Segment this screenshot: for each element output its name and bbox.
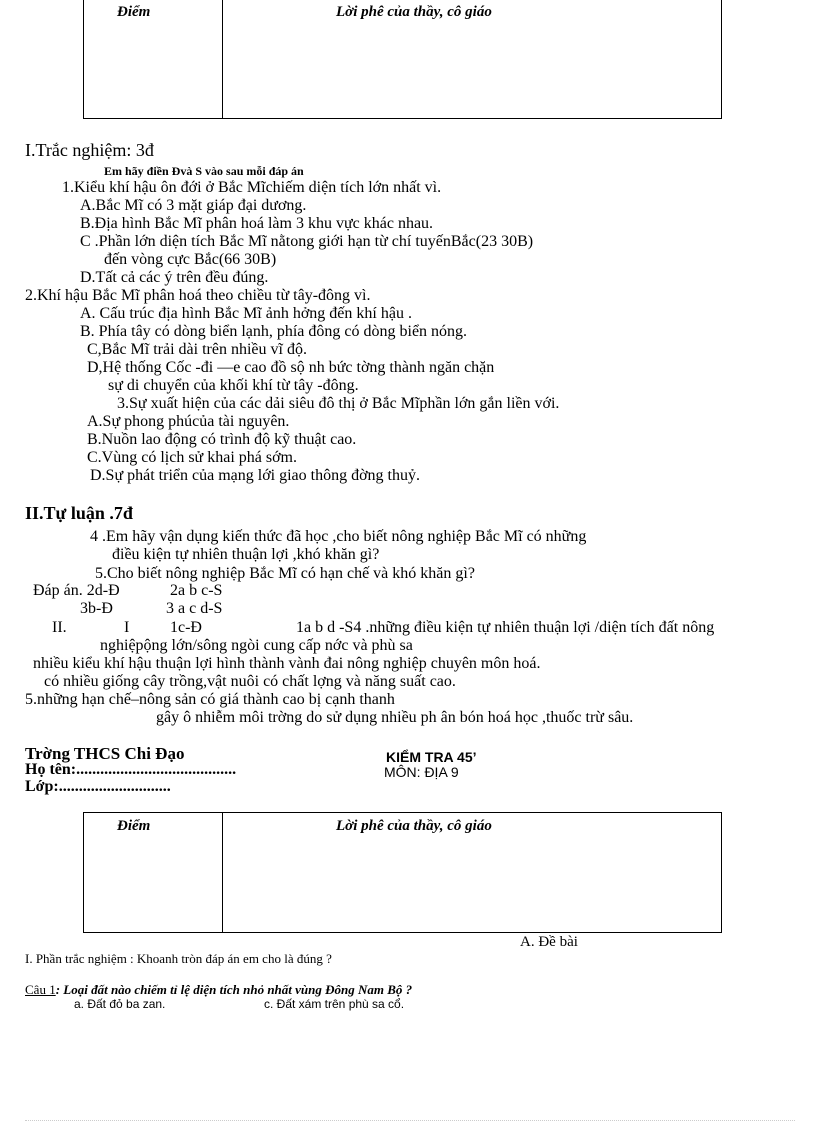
school-name: Trờng THCS Chi Đạo: [25, 744, 185, 763]
answer-roman-1: I: [124, 619, 130, 636]
subject-label: MÔN: ĐỊA 9: [384, 764, 459, 780]
part1-instruction: Em hãy điền Đvà S vào sau mỗi đáp án: [104, 164, 304, 178]
answer-roman-2: II.: [52, 619, 67, 636]
answer-label: Đáp án. 2d-Đ: [33, 582, 120, 599]
q2-option-a: A. Cấu trúc địa hình Bắc Mĩ ảnh hởng đến khí hậu .: [80, 305, 412, 322]
page-bottom-rule: [25, 1120, 795, 1121]
q3-option-b: B.Nuồn lao động có trình độ kỹ thuật cao.: [87, 431, 357, 448]
q2-question: 2.Khí hậu Bắc Mĩ phân hoá theo chiều từ tây-đông vì.: [25, 287, 371, 304]
cau1-option-c: c. Đất xám trên phù sa cổ.: [264, 997, 405, 1011]
q1-option-b: B.Địa hình Bắc Mĩ phân hoá làm 3 khu vực khác nhau.: [80, 215, 434, 232]
exam-part1-heading: I. Phần trắc nghiệm : Khoanh tròn đáp án em cho là đúng ?: [25, 951, 332, 966]
answer-1abd: 1a b d -S4 .những điều kiện tự nhiên thuận lợi /diện tích đất nông: [296, 619, 715, 636]
q5: 5.Cho biết nông nghiệp Bắc Mĩ có hạn chế và khó khăn gì?: [95, 565, 475, 582]
q4-line2: điều kiện tự nhiên thuận lợi ,khó khăn gì?: [112, 546, 380, 563]
class-field: Lớp:............................: [25, 778, 171, 795]
score-comment-box-top: [83, 0, 722, 119]
q3-option-a: A.Sự phong phúcủa tài nguyên.: [87, 413, 290, 430]
q2-option-b: B. Phía tây có dòng biển lạnh, phía đông có dòng biển nóng.: [80, 323, 468, 340]
part2-heading: II.Tự luận .7đ: [25, 503, 133, 523]
answer-3b: 3b-Đ: [80, 600, 113, 617]
answer-line2: nghiệpộng lớn/sông ngòi cung cấp nớc và phù sa: [100, 637, 413, 654]
box-divider: [222, 0, 223, 118]
cau1-option-a: a. Đất đỏ ba zan.: [74, 997, 166, 1011]
q4-line1: 4 .Em hãy vận dụng kiến thức đã học ,cho biết nông nghiệp Bắc Mĩ có những: [90, 528, 587, 545]
q1-option-c-line1: C .Phần lớn diện tích Bắc Mĩ nằtong giới hạn từ chí tuyếnBắc(23 30B): [80, 233, 534, 250]
score-label: Điểm: [117, 4, 151, 20]
box-divider: [222, 813, 223, 932]
q2-option-d-line1: D,Hệ thống Cốc -đi —e cao đồ sộ nh bức tờng thành ngăn chặn: [87, 359, 495, 376]
answer-line5: 5.những hạn chế–nông sản có giá thành cao bị cạnh thanh: [25, 691, 395, 708]
cau1-line: [25, 982, 412, 998]
q3-option-d: D.Sự phát triển của mạng lới giao thông đờng thuỷ.: [90, 467, 420, 484]
q1-option-a: A.Bắc Mĩ có 3 mặt giáp đại dương.: [80, 197, 307, 214]
q3-question: 3.Sự xuất hiện của các dải siêu đô thị ở Bắc Mĩphần lớn gắn liền với.: [117, 395, 560, 412]
score-label: Điểm: [117, 818, 151, 834]
q2-option-c: C,Bắc Mĩ trải dài trên nhiều vĩ độ.: [87, 341, 307, 358]
part1-heading: I.Trắc nghiệm: 3đ: [25, 140, 154, 160]
student-name-field: Họ tên:........................................: [25, 761, 237, 778]
cau1-question: : Loại đất nào chiếm tỉ lệ diện tích nhỏ nhất vùng Đông Nam Bộ ?: [55, 982, 413, 997]
answer-line4: có nhiều giống cây trồng,vật nuôi có chất lợng và năng suất cao.: [44, 673, 456, 690]
answer-line6: gây ô nhiễm môi trờng do sử dụng nhiều ph ân bón hoá học ,thuốc trừ sâu.: [156, 709, 634, 726]
score-comment-box-bottom: [83, 812, 722, 933]
q3-option-c: C.Vùng có lịch sử khai phá sớm.: [87, 449, 297, 466]
q1-option-c-line2: đến vòng cực Bắc(66 30B): [104, 251, 277, 268]
test-title: KIỂM TRA 45’: [386, 749, 477, 765]
q1-option-d: D.Tất cả các ý trên đều đúng.: [80, 269, 269, 286]
de-bai-heading: A. Đề bài: [520, 934, 578, 950]
answer-line3: nhiều kiểu khí hậu thuận lợi hình thành vành đai nông nghiệp chuyên môn hoá.: [33, 655, 541, 672]
teacher-comment-label: Lời phê của thầy, cô giáo: [336, 4, 492, 20]
q1-question: 1.Kiểu khí hậu ôn đới ở Bắc Mĩchiếm diện tích lớn nhất vì.: [62, 179, 442, 196]
cau1-label: Câu 1: [25, 982, 56, 997]
answer-3acd: 3 a c d-S: [166, 600, 223, 617]
answer-2abc: 2a b c-S: [170, 582, 223, 599]
teacher-comment-label: Lời phê của thầy, cô giáo: [336, 818, 492, 834]
answer-1c: 1c-Đ: [170, 619, 202, 636]
q2-option-d-line2: sự di chuyển của khối khí từ tây -đông.: [108, 377, 359, 394]
